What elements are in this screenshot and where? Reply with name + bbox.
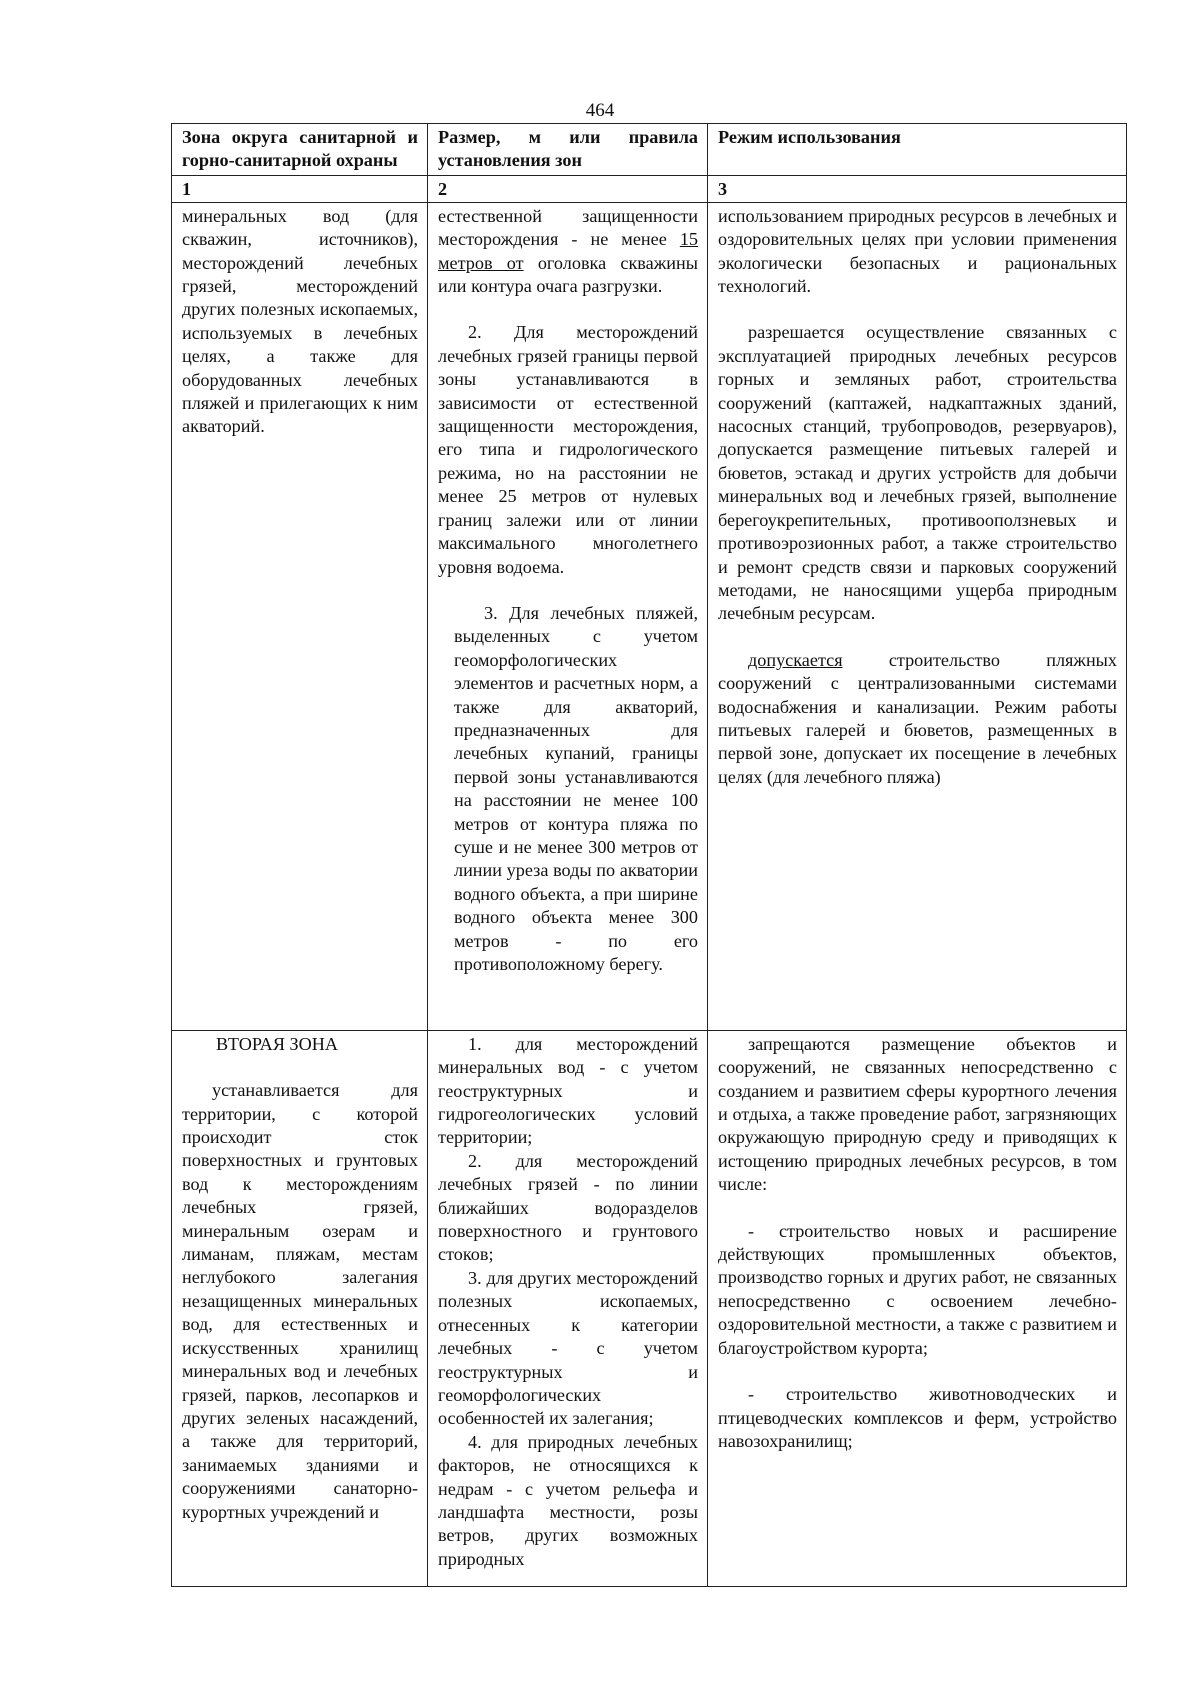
sanitary-zones-table [171, 123, 1127, 1587]
table-row-second-zone [172, 1030, 1127, 1586]
second-zone-text: устанавливается для территории, с которой происходит сток поверхностных и грунтовых вод к месторождениям лечебных грязей, минеральным озерам и лиманам, пляжам, местам неглубокого залегания незащищенных минеральных вод, для естественных и искусственных хранилищ минеральных вод и лечебных грязей, парков, лесопарков и других зеленых насаждений, а также для территорий, занимаемых зданиями и сооружениями санаторно-курортных учреждений и [182, 1080, 418, 1522]
column-number-3: 3 [708, 175, 1127, 202]
second-zone-size [428, 1030, 708, 1586]
first-zone-size-p1 [438, 205, 698, 299]
second-zone-item: 3. для других месторождений полезных ископаемых, отнесенных к категории лечебных - с учетом геоструктурных и геоморфологических особенностей их залегания; [438, 1267, 698, 1429]
size-p1-end: оголовка скважины или контура очага разгрузки. [438, 252, 698, 297]
second-zone-regime-p3: - строительство животноводческих и птицеводческих комплексов и ферм, устройство навозохранилищ; [718, 1384, 1117, 1451]
table-row-first-zone [172, 202, 1127, 1030]
first-zone-size-p3: 3. Для лечебных пляжей, выделенных с учетом геоморфологических элементов и расчетных норм, а также для акваторий, предназначенных для лечебных купаний, границы первой зоны устанавливаются на расстоянии не менее 100 метров от контура пляжа по суше и не менее 300 метров от линии уреза воды по акватории водного объекта, а при ширине водного объекта менее 300 метров - по его противоположному берегу. [454, 602, 698, 974]
first-zone-size [428, 202, 708, 1030]
size-p1-underlined: 15 метров от [438, 229, 698, 273]
header-regime: Режим использования [708, 124, 1127, 176]
page-number: 464 [585, 100, 615, 121]
second-zone-regime [708, 1030, 1127, 1586]
first-zone-description [172, 202, 428, 1030]
first-zone-regime [708, 202, 1127, 1030]
first-zone-regime-p3 [718, 649, 1117, 789]
first-zone-regime-p2: разрешается осуществление связанных с эксплуатацией природных лечебных ресурсов горных и земляных работ, строительства сооружений (каптажей, надкаптажных зданий, насосных станций, трубопроводов, резервуаров), допускается размещение питьевых галерей и бюветов, эстакад и других устройств для добычи минеральных вод и лечебных грязей, выполнение берегоукрепительных, противооползневых и противоэрозионных работ, а также строительство и ремонт средств связи и парковых сооружений методами, не наносящими ущерба природным лечебным ресурсам. [718, 322, 1117, 624]
column-number-2: 2 [428, 175, 708, 202]
column-number-1: 1 [172, 175, 428, 202]
first-zone-regime-p1: использованием природных ресурсов в лечебных и оздоровительных целях при условии применения экологически безопасных и рациональных технологий. [718, 205, 1117, 297]
column-number-row [172, 175, 1127, 202]
second-zone-title: ВТОРАЯ ЗОНА [216, 1033, 339, 1054]
header-zone: Зона округа санитарной и горно-санитарной охраны [172, 124, 428, 176]
second-zone-item: 2. для месторождений лечебных грязей - по линии ближайших водоразделов поверхностного и грунтового стоков; [438, 1150, 698, 1265]
regime-p3-rest: строительство пляжных сооружений с централизованными системами водоснабжения и канализации. Режим работы питьевых галерей и бюветов, размещенных в первой зоне, допускает их посещение в лечебных целях (для лечебного пляжа) [718, 649, 1117, 787]
header-size: Размер, м или правила установления зон [428, 124, 708, 176]
second-zone-item: 4. для природных лечебных факторов, не относящихся к недрам - с учетом рельефа и ландшафта местности, розы ветров, других возможных природных [438, 1431, 698, 1569]
second-zone-description [172, 1030, 428, 1586]
table-header-row [172, 124, 1127, 176]
first-zone-size-p2: 2. Для месторождений лечебных грязей границы первой зоны устанавливаются в зависимости от естественной защищенности месторождения, его типа и гидрологического режима, но на расстоянии не менее 25 метров от нулевых границ залежи или от линии максимального многолетнего уровня водоема. [438, 322, 698, 577]
first-zone-text: минеральных вод (для скважин, источников), месторождений лечебных грязей, месторождений других полезных ископаемых, используемых в лечебных целях, а также для оборудованных лечебных пляжей и прилегающих к ним акваторий. [182, 205, 418, 437]
size-p1-start: естественной защищенности месторождения - не менее [438, 205, 698, 250]
second-zone-regime-p1: запрещаются размещение объектов и сооружений, не связанных непосредственно с созданием и развитием сферы курортного лечения и отдыха, а также проведение работ, загрязняющих окружающую природную среду и приводящих к истощению природных лечебных ресурсов, в том числе: [718, 1033, 1117, 1195]
second-zone-regime-p2: - строительство новых и расширение действующих промышленных объектов, производство горных и других работ, не связанных непосредственно с освоением лечебно-оздоровительной местности, а также с развитием и благоустройством курорта; [718, 1220, 1117, 1358]
second-zone-item: 1. для месторождений минеральных вод - с учетом геоструктурных и гидрогеологических условий территории; [438, 1033, 698, 1148]
regime-p3-underlined: допускается [748, 649, 843, 670]
